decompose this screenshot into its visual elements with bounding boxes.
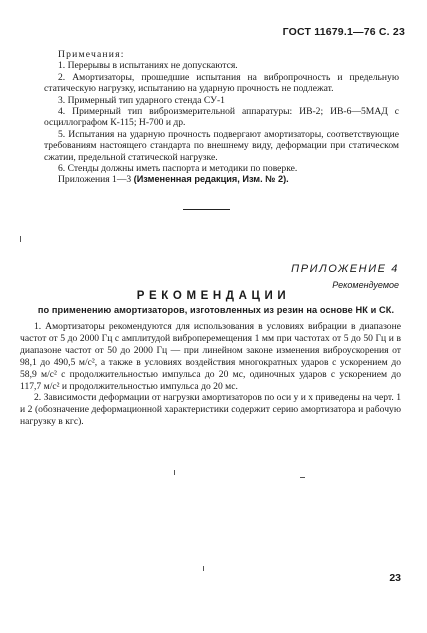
page-number: 23 [389, 572, 401, 584]
scan-speck [203, 566, 204, 571]
appendix-heading [291, 263, 399, 290]
note-item-2: 2. Амортизаторы, прошедшие испытания на вибропрочность и предельную статическую нагрузку, испытанию на ударную прочность не подлежат. [44, 71, 399, 95]
recommendation-paragraph-1: 1. Амортизаторы рекомендуются для использования в условиях вибрации в диапазоне частот от 5 до 2000 Гц с амплитудой виброперемещения 1 мм при частотах от 5 до 50 Гц и в диапазоне частот от 50 до 2000 Гц — при линейном законе изменения виброускорения от 98,1 до 490,5 м/с², а также в условиях воздействия многократных ударов с ускорением до 58,9 м/с² с продолжительностью импульса до 20 мс, одиночных ударов с ускорением до 117,7 м/с² и продолжительностью импульса до 20 мс. [20, 321, 401, 392]
note-item-5: 5. Испытания на ударную прочность подвергают амортизаторы, соответствующие требованиям настоящего стандарта по внешнему виду, деформации при статическом сжатии, предельной статической нагрузке. [44, 128, 399, 163]
notes-footer [44, 174, 399, 185]
notes-footer-text: Приложения 1—3 [58, 174, 134, 186]
notes-section [44, 49, 399, 186]
recommendation-paragraph-2: 2. Зависимости деформации от нагрузки амортизаторов по оси y и x приведены на черт. 1 и 2 (обозначение деформационной характеристики содержит серию амортизатора и рабочую нагрузку в кгс). [20, 392, 401, 428]
recommendations-subtitle: по применению амортизаторов, изготовленных из резин на основе НК и СК. [37, 305, 395, 315]
scan-speck [300, 477, 305, 478]
note-item-6: 6. Стенды должны иметь паспорта и методики по поверке. [58, 163, 298, 175]
note-item-3: 3. Примерный тип ударного стенда СУ-1 [58, 94, 225, 106]
notes-title: Примечания: [58, 49, 125, 60]
page-header: ГОСТ 11679.1—76 С. 23 [282, 26, 405, 38]
recommendations-title: РЕКОМЕНДАЦИИ [136, 290, 291, 302]
section-divider [183, 209, 230, 210]
recommendations-body [20, 321, 401, 428]
scan-speck [20, 236, 21, 242]
appendix-status: Рекомендуемое [332, 280, 399, 290]
appendix-label: ПРИЛОЖЕНИЕ 4 [291, 263, 399, 275]
note-item-1: 1. Перерывы в испытаниях не допускаются. [58, 60, 238, 72]
scan-speck [174, 470, 175, 475]
note-item-4: 4. Примерный тип виброизмерительной аппаратуры: ИВ-2; ИВ-6—5МАД с осциллографом К-115; Н-700 и др. [44, 106, 399, 129]
notes-footer-amendment: (Измененная редакция, Изм. № 2). [133, 174, 289, 185]
